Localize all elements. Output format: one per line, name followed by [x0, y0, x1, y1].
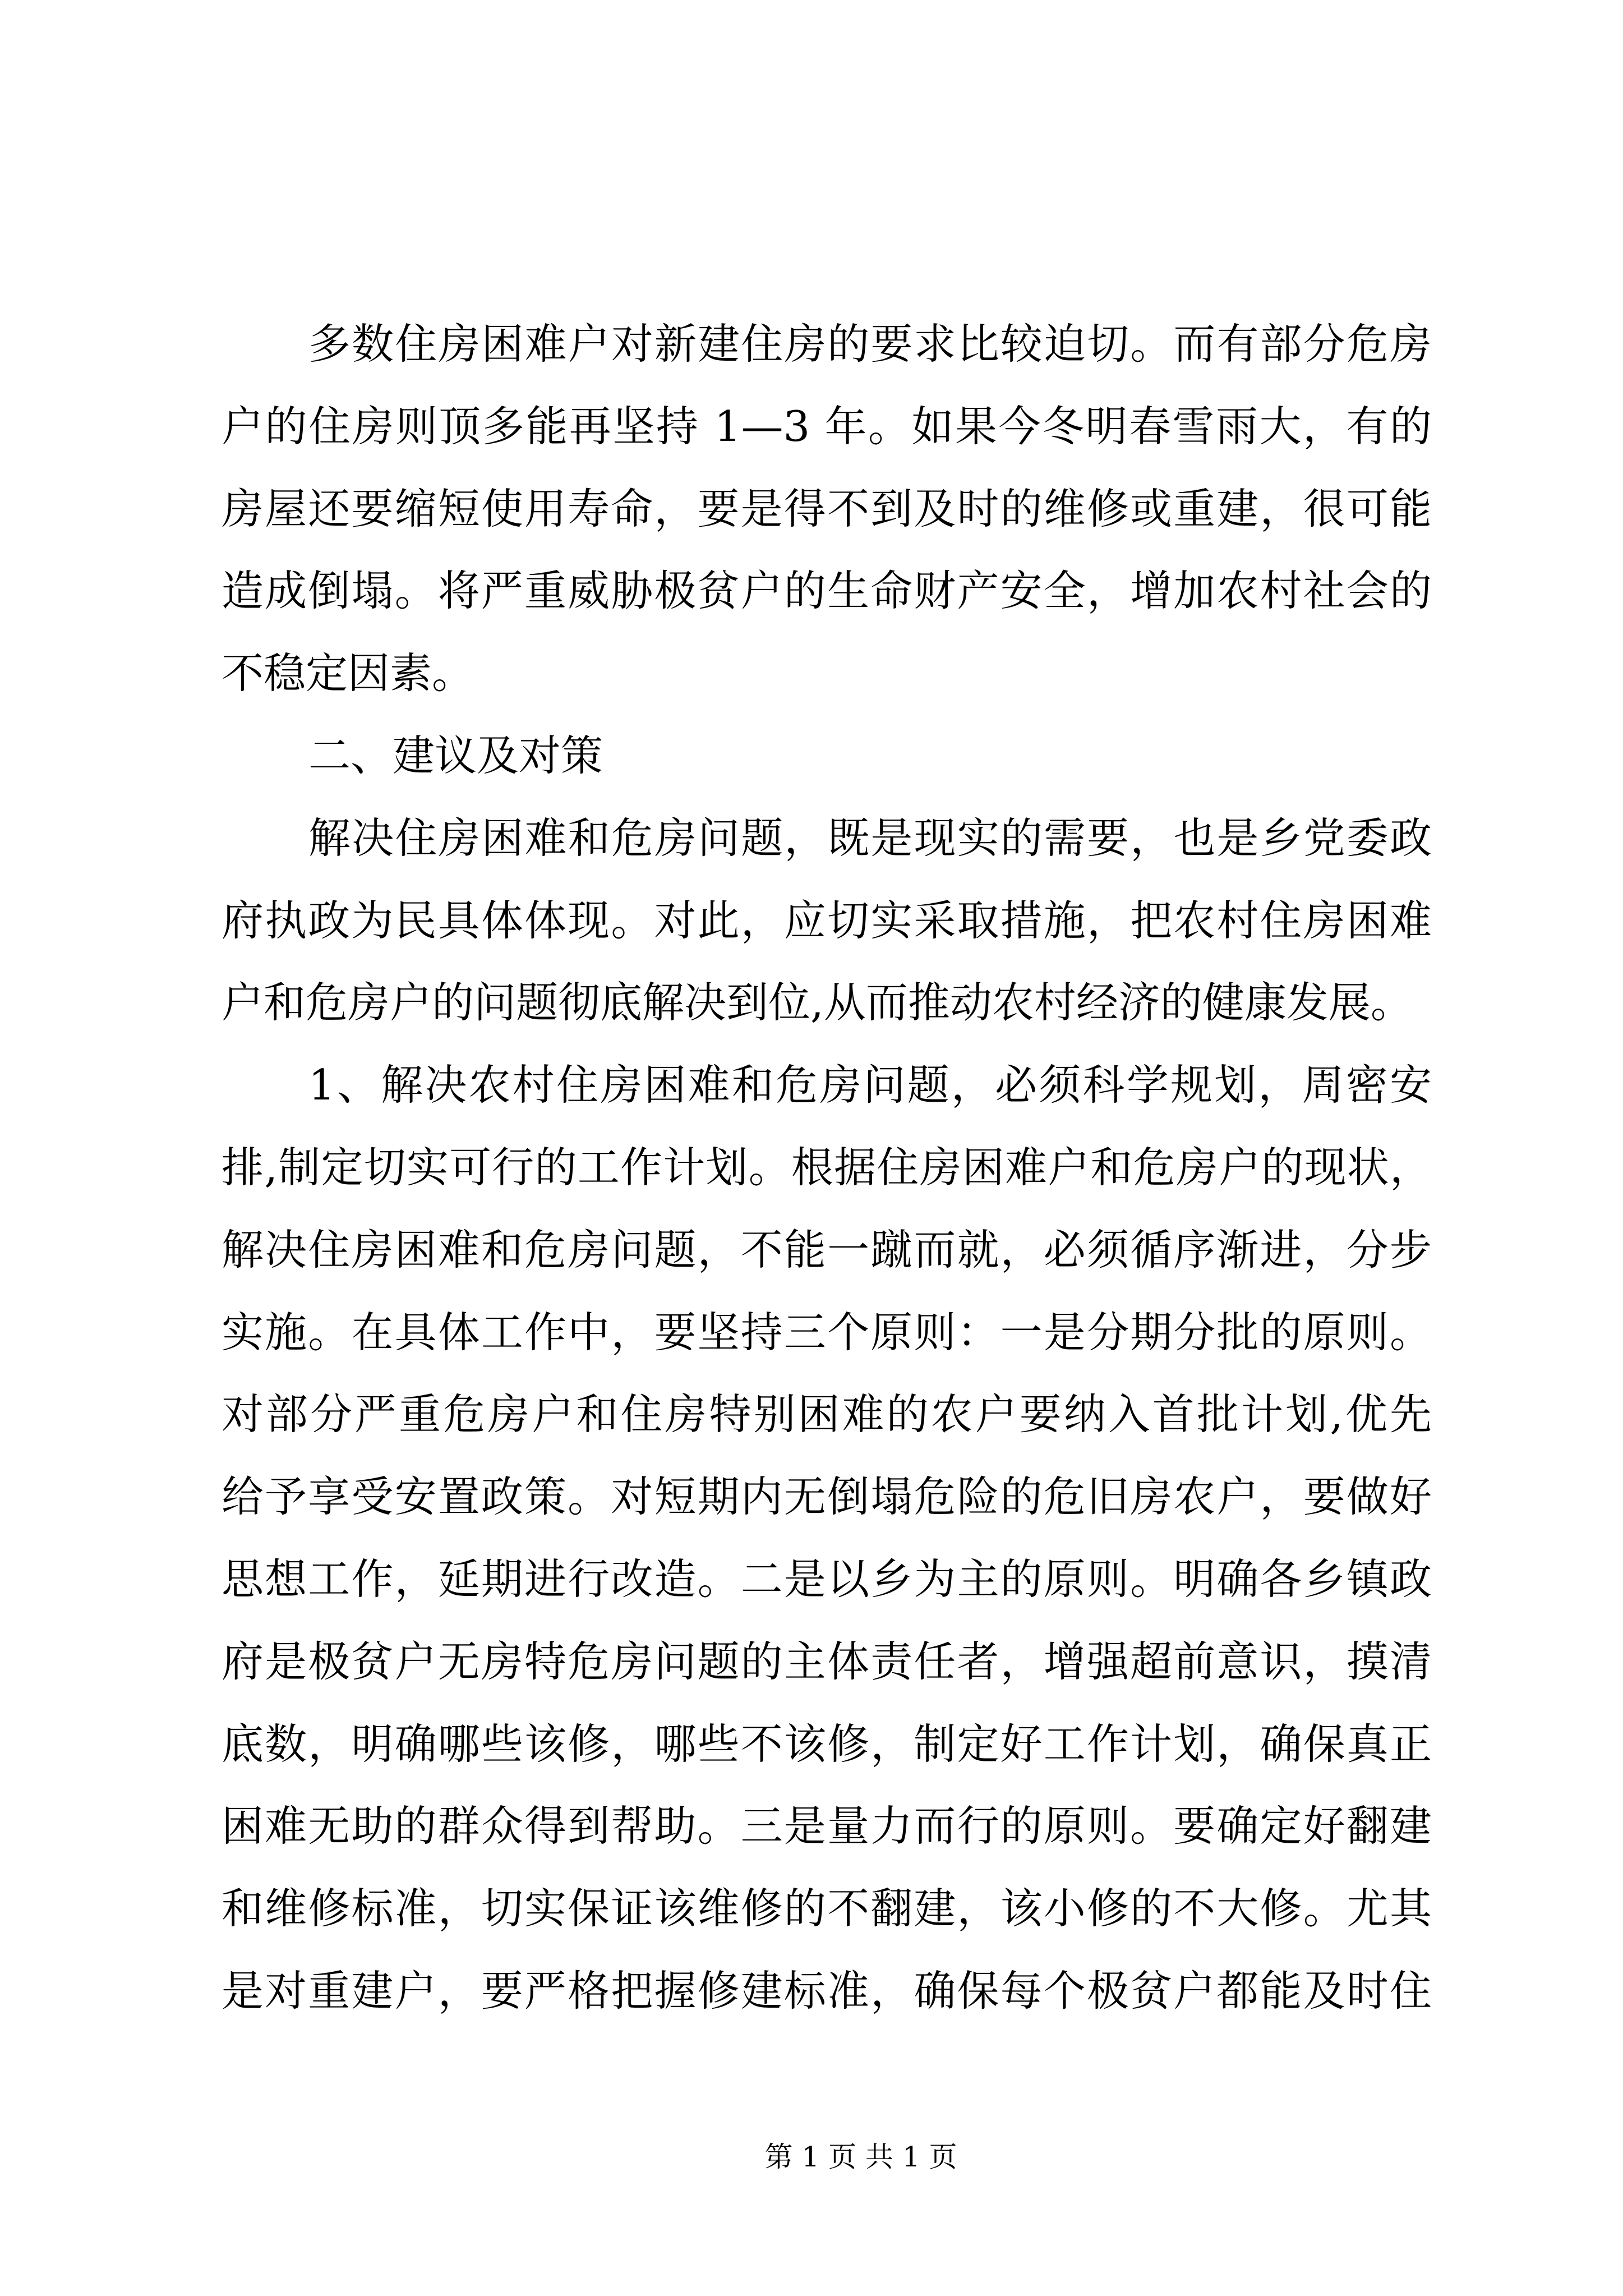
text-line: 府执政为民具体体现。对此，应切实采取措施，把农村住房困难 [222, 895, 1432, 945]
paragraph [222, 303, 1432, 715]
text-line: 对部分严重危房户和住房特别困难的农户要纳入首批计划,优先 [222, 1389, 1432, 1439]
section-heading [222, 715, 1432, 797]
text-line: 排,制定切实可行的工作计划。根据住房困难户和危房户的现状， [222, 1142, 1432, 1192]
text-line: 解决住房困难和危房问题，不能一蹴而就，必须循序渐进，分步 [222, 1225, 1432, 1274]
text-line: 房屋还要缩短使用寿命，要是得不到及时的维修或重建，很可能 [222, 484, 1432, 533]
text-line: 实施。在具体工作中，要坚持三个原则：一是分期分批的原则。 [222, 1307, 1432, 1357]
text-line: 造成倒塌。将严重威胁极贫户的生命财产安全，增加农村社会的 [222, 566, 1432, 616]
text-line: 和维修标准，切实保证该维修的不翻建，该小修的不大修。尤其 [222, 1884, 1432, 1934]
text-line: 思想工作，延期进行改造。二是以乡为主的原则。明确各乡镇政 [222, 1554, 1432, 1604]
text-line: 困难无助的群众得到帮助。三是量力而行的原则。要确定好翻建 [222, 1801, 1432, 1851]
paragraph [222, 1044, 1432, 2032]
paragraph [222, 797, 1432, 1044]
heading-text: 二、建议及对策 [308, 730, 603, 780]
text-line: 多数住房困难户对新建住房的要求比较迫切。而有部分危房 [308, 319, 1432, 369]
text-line: 底数，明确哪些该修，哪些不该修，制定好工作计划，确保真正 [222, 1719, 1432, 1769]
text-line: 户的住房则顶多能再坚持 1—3 年。如果今冬明春雪雨大，有的 [222, 401, 1432, 451]
page-footer [665, 2134, 1057, 2179]
text-line: 户和危房户的问题彻底解决到位,从而推动农村经济的健康发展。 [222, 978, 1413, 1028]
text-line: 府是极贫户无房特危房问题的主体责任者，增强超前意识，摸清 [222, 1636, 1432, 1686]
text-line: 1、解决农村住房困难和危房问题，必须科学规划，周密安 [308, 1060, 1432, 1110]
text-line: 给予享受安置政策。对短期内无倒塌危险的危旧房农户，要做好 [222, 1472, 1432, 1522]
text-line: 不稳定因素。 [222, 648, 474, 698]
text-line: 解决住房困难和危房问题，既是现实的需要，也是乡党委政 [308, 813, 1432, 863]
page-number-label: 第 1 页 共 1 页 [764, 2141, 957, 2173]
text-line: 是对重建户，要严格把握修建标准，确保每个极贫户都能及时住 [222, 1966, 1432, 2016]
document-body [222, 303, 1432, 2032]
